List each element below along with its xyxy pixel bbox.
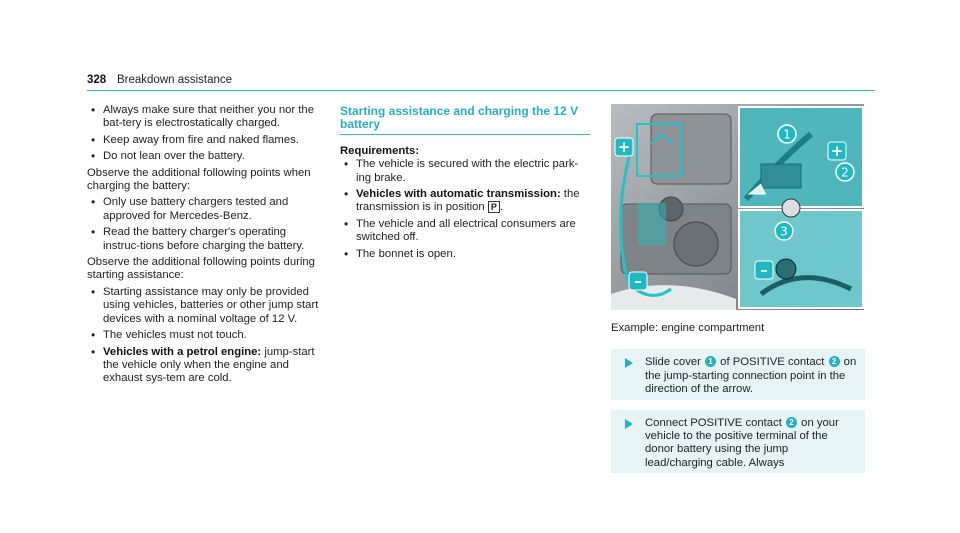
step-arrow-icon	[625, 358, 633, 368]
requirement-item: • The vehicle is secured with the electric park-ing brake.	[340, 158, 590, 185]
bullet-item: • Only use battery chargers tested and approved for Mercedes-Benz.	[87, 196, 325, 223]
callout-number: 1	[705, 356, 716, 367]
requirement-item: • The vehicle and all electrical consumers are switched off.	[340, 218, 590, 245]
page-number: 328	[87, 74, 107, 86]
step-arrow-icon	[625, 419, 633, 429]
step-text: Slide cover	[645, 356, 705, 369]
right-column	[611, 322, 865, 483]
section-header-title: Breakdown assistance	[117, 74, 233, 86]
bullet-item: • Do not lean over the battery.	[87, 150, 325, 163]
paragraph: Observe the additional following points when charging the battery:	[87, 166, 311, 193]
park-position-symbol: P	[488, 201, 500, 213]
bullet-item: • Read the battery charger's operating instruc-tions before charging the battery.	[87, 226, 325, 253]
svg-text:–: –	[760, 261, 768, 279]
step-text: on your vehicle to the positive terminal of the donor battery using the jump lead/charging cable. Always	[645, 416, 839, 469]
engine-illustration-svg	[611, 104, 864, 310]
step-text: Connect POSITIVE contact	[645, 416, 786, 429]
middle-column	[340, 105, 590, 264]
page-header	[87, 74, 875, 91]
requirement-text: the transmission is in position	[356, 188, 580, 214]
svg-text:+: +	[830, 142, 844, 160]
step-text: of POSITIVE contact	[717, 356, 828, 369]
callout-number: 2	[786, 417, 797, 428]
paragraph: Observe the additional following points during starting assistance:	[87, 256, 315, 282]
instruction-step	[611, 410, 865, 474]
period: .	[499, 201, 504, 214]
bullet-item	[87, 346, 325, 386]
plus-symbol: +	[617, 138, 631, 156]
left-column	[87, 104, 325, 389]
engine-compartment-illustration	[611, 104, 864, 310]
figure-caption: Example: engine compartment	[611, 322, 765, 334]
svg-text:2: 2	[841, 165, 849, 180]
bullet-text: jump-start the vehicle only when the engine and exhaust sys-tem are cold.	[103, 345, 315, 385]
callout-number: 2	[829, 356, 840, 367]
bullet-item: • Keep away from fire and naked flames.	[87, 134, 325, 147]
step-text: on the jump-starting connection point in the direction of the arrow.	[645, 356, 857, 396]
svg-text:1: 1	[783, 127, 791, 142]
svg-text:3: 3	[780, 224, 788, 239]
bullet-item: • The vehicles must not touch.	[87, 329, 325, 342]
section-title: Starting assistance and charging the 12 V battery	[340, 105, 590, 135]
bullet-item: • Starting assistance may only be provided using vehicles, batteries or other jump start devices with a nominal voltage of 12 V.	[87, 286, 325, 326]
bullet-item: • Always make sure that neither you nor the bat-tery is electrostatically charged.	[87, 104, 325, 131]
requirement-item	[340, 188, 590, 215]
minus-symbol: –	[634, 272, 642, 290]
requirements-heading: Requirements:	[340, 144, 420, 157]
bold-label: Vehicles with automatic transmission:	[356, 188, 561, 201]
requirement-item: • The bonnet is open.	[340, 248, 590, 261]
bold-label: Vehicles with a petrol engine:	[103, 345, 262, 358]
instruction-step	[611, 349, 865, 399]
inset-negative-contact	[739, 210, 863, 308]
